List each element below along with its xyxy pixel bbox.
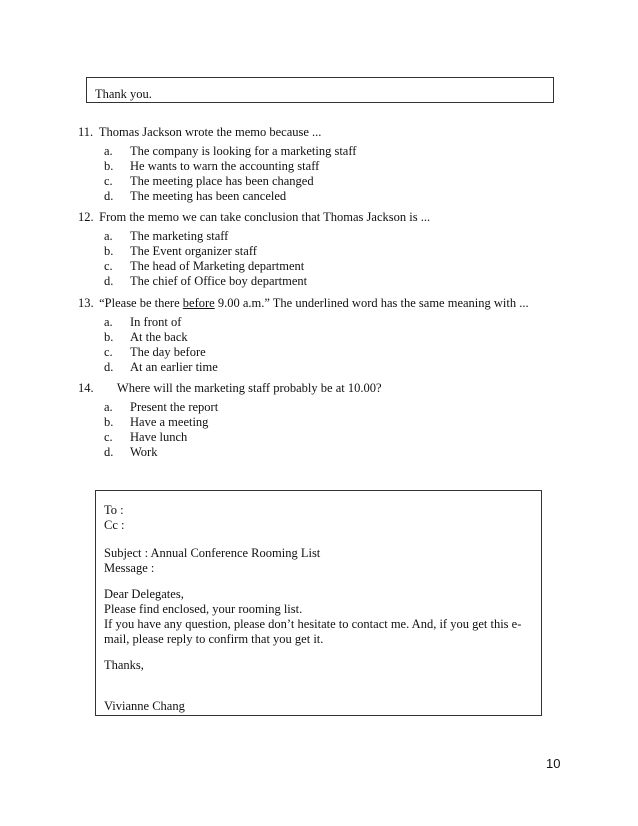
option-b: b. Have a meeting	[104, 415, 209, 429]
option-d: d. The meeting has been canceled	[104, 189, 287, 203]
option-c: c. The head of Marketing department	[104, 259, 305, 273]
question-14	[78, 381, 382, 460]
memo-signature: Vivianne Chang	[104, 699, 185, 713]
question-stem: 13. “Please be there before 9.00 a.m.” The underlined word has the same meaning with ...	[78, 296, 529, 310]
question-stem: 14. Where will the marketing staff probably be at 10.00?	[78, 381, 382, 395]
page-number: 10	[546, 756, 561, 771]
option-a: a. The marketing staff	[104, 229, 229, 243]
question-11	[78, 125, 357, 204]
option-c: c. Have lunch	[104, 430, 188, 444]
option-d: d. Work	[104, 445, 158, 459]
memo-body-line: mail, please reply to confirm that you get it.	[104, 632, 324, 646]
memo-body-line: Please find enclosed, your rooming list.	[104, 602, 303, 616]
question-stem: 11. Thomas Jackson wrote the memo because ...	[78, 125, 322, 139]
thanks-text: Thank you.	[95, 87, 152, 101]
memo-box	[95, 490, 542, 716]
question-13	[78, 296, 529, 375]
option-c: c. The day before	[104, 345, 206, 359]
memo-subject: Subject : Annual Conference Rooming List	[104, 546, 321, 560]
question-stem: 12. From the memo we can take conclusion that Thomas Jackson is ...	[78, 210, 431, 224]
option-b: b. At the back	[104, 330, 188, 344]
option-d: d. At an earlier time	[104, 360, 218, 374]
memo-message-label: Message :	[104, 561, 155, 575]
option-a: a. Present the report	[104, 400, 219, 414]
memo-to: To :	[104, 503, 124, 517]
option-b: b. He wants to warn the accounting staff	[104, 159, 320, 173]
option-b: b. The Event organizer staff	[104, 244, 257, 258]
memo-closing: Thanks,	[104, 658, 144, 672]
question-12	[78, 210, 430, 289]
option-c: c. The meeting place has been changed	[104, 174, 314, 188]
memo-body-line: If you have any question, please don’t hesitate to contact me. And, if you get this e-	[104, 617, 522, 631]
option-a: a. The company is looking for a marketing staff	[104, 144, 357, 158]
thanks-box	[86, 77, 554, 103]
memo-greeting: Dear Delegates,	[104, 587, 184, 601]
memo-cc: Cc :	[104, 518, 125, 532]
underlined-word: before	[182, 296, 215, 310]
option-a: a. In front of	[104, 315, 182, 329]
option-d: d. The chief of Office boy department	[104, 274, 308, 288]
